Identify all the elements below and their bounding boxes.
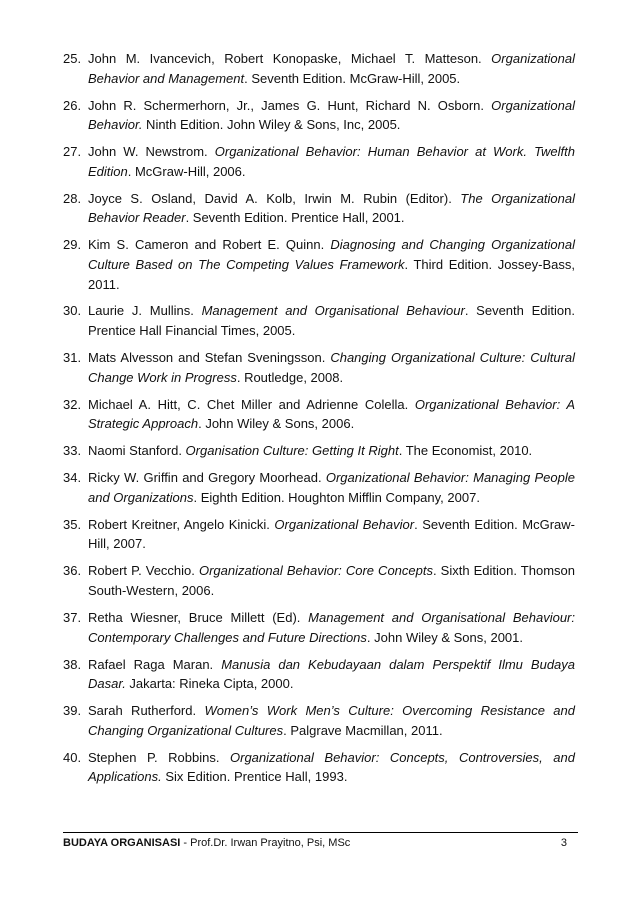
reference-authors: Stephen P. Robbins. — [88, 749, 231, 765]
reference-number: 30. — [63, 303, 82, 319]
reference-number: 36. — [63, 563, 82, 579]
reference-details: Ninth Edition. John Wiley & Sons, Inc, 2005. — [142, 117, 401, 133]
reference-number: 38. — [63, 656, 82, 672]
page-footer — [63, 836, 575, 850]
reference-title: Manusia dan Kebudayaan dalam Perspektif Ilmu Budaya Dasar. — [88, 656, 576, 692]
footer-author: - Prof.Dr. Irwan Prayitno, Psi, MSc — [180, 837, 351, 849]
reference-details: . Eighth Edition. Houghton Mifflin Company, 2007. — [193, 489, 480, 505]
reference-title: Management and Organisational Behaviour — [201, 303, 465, 319]
reference-title: Organisation Culture: Getting It Right — [185, 443, 399, 459]
reference-details: Six Edition. Prentice Hall, 1993. — [161, 769, 348, 785]
reference-authors: Laurie J. Mullins. — [88, 303, 202, 319]
reference-details: . Seventh Edition. Prentice Hall, 2001. — [185, 210, 405, 226]
reference-authors: Joyce S. Osland, David A. Kolb, Irwin M. Rubin (Editor). — [88, 190, 461, 206]
reference-title: Organizational Behavior. — [88, 97, 575, 133]
reference-number: 35. — [63, 516, 82, 532]
reference-item — [63, 49, 575, 88]
reference-details: . Third Edition. Jossey-Bass, 2011. — [88, 256, 575, 292]
footer-divider — [63, 832, 578, 833]
reference-item — [63, 608, 575, 647]
reference-number: 27. — [63, 144, 82, 160]
page-number: 3 — [560, 837, 567, 849]
reference-details: . Seventh Edition. McGraw-Hill, 2005. — [244, 70, 461, 86]
reference-item — [63, 301, 575, 340]
reference-item — [63, 142, 575, 181]
reference-authors: John W. Newstrom. — [88, 144, 215, 160]
reference-title: The Organizational Behavior Reader — [88, 190, 575, 226]
reference-details: . Seventh Edition. McGraw-Hill, 2007. — [88, 516, 576, 552]
reference-details: . The Economist, 2010. — [398, 443, 533, 459]
reference-title: Organizational Behavior — [274, 516, 415, 532]
reference-authors: Robert Kreitner, Angelo Kinicki. — [88, 516, 275, 532]
reference-details: . Routledge, 2008. — [236, 369, 344, 385]
reference-number: 34. — [63, 470, 82, 486]
reference-title: Changing Organizational Culture: Cultural Change Work in Progress — [88, 350, 575, 385]
reference-number: 33. — [63, 443, 82, 459]
reference-authors: Rafael Raga Maran. — [88, 656, 222, 672]
reference-item — [63, 515, 575, 554]
reference-number: 39. — [63, 703, 82, 719]
reference-title: Women’s Work Men’s Culture: Overcoming Resistance and Changing Organizational Cultures — [88, 703, 575, 738]
reference-number: 25. — [63, 51, 82, 66]
reference-title: Organizational Behavior: Managing People and Organizations — [88, 470, 575, 505]
reference-title: Organizational Behavior: Concepts, Controversies, and Applications. — [88, 749, 575, 785]
reference-number: 28. — [63, 190, 82, 206]
reference-item — [63, 748, 575, 787]
reference-details: . John Wiley & Sons, 2001. — [366, 629, 524, 645]
reference-item — [63, 235, 575, 294]
reference-details: . John Wiley & Sons, 2006. — [198, 416, 355, 432]
reference-item — [63, 441, 575, 461]
reference-details: . McGraw-Hill, 2006. — [127, 163, 246, 179]
reference-authors: Mats Alvesson and Stefan Sveningsson. — [88, 350, 331, 366]
reference-item — [63, 468, 575, 507]
reference-item — [63, 189, 575, 228]
reference-details: Jakarta: Rineka Cipta, 2000. — [125, 676, 294, 692]
reference-title: Management and Organisational Behaviour: Contemporary Challenges and Future Directions — [88, 609, 575, 645]
reference-authors: Michael A. Hitt, C. Chet Miller and Adrienne Colella. — [88, 396, 415, 412]
reference-authors: John M. Ivancevich, Robert Konopaske, Michael T. Matteson. — [88, 51, 492, 66]
reference-authors: Robert P. Vecchio. — [88, 563, 199, 579]
reference-authors: Naomi Stanford. — [88, 443, 186, 459]
reference-details: . Sixth Edition. Thomson South-Western, 2006. — [88, 563, 575, 598]
reference-title: Organizational Behavior and Management — [88, 51, 575, 86]
reference-item — [63, 395, 575, 434]
reference-item — [63, 701, 575, 740]
reference-number: 29. — [63, 237, 82, 253]
reference-item — [63, 561, 575, 600]
reference-number: 31. — [63, 350, 82, 366]
reference-details: . Seventh Edition. Prentice Hall Financial Times, 2005. — [88, 303, 576, 339]
reference-authors: Kim S. Cameron and Robert E. Quinn. — [88, 237, 331, 253]
reference-authors: John R. Schermerhorn, Jr., James G. Hunt, Richard N. Osborn. — [88, 97, 492, 113]
reference-item — [63, 655, 575, 694]
reference-number: 26. — [63, 97, 82, 113]
reference-authors: Sarah Rutherford. — [88, 703, 205, 719]
reference-number: 37. — [63, 609, 82, 625]
reference-item — [63, 96, 575, 135]
reference-list — [63, 49, 575, 794]
reference-title: Organizational Behavior: Human Behavior at Work. Twelfth Edition — [88, 144, 576, 179]
footer-document-title: BUDAYA ORGANISASI — [63, 837, 181, 849]
reference-title: Diagnosing and Changing Organizational Culture Based on The Competing Values Framework — [88, 237, 575, 272]
reference-item — [63, 348, 575, 387]
reference-title: Organizational Behavior: Core Concepts — [198, 563, 433, 579]
reference-authors: Ricky W. Griffin and Gregory Moorhead. — [88, 470, 326, 486]
reference-title: Organizational Behavior: A Strategic Approach — [88, 396, 575, 432]
reference-number: 40. — [63, 749, 82, 765]
reference-number: 32. — [63, 396, 82, 412]
reference-authors: Retha Wiesner, Bruce Millett (Ed). — [88, 609, 309, 625]
reference-details: . Palgrave Macmillan, 2011. — [283, 722, 443, 738]
